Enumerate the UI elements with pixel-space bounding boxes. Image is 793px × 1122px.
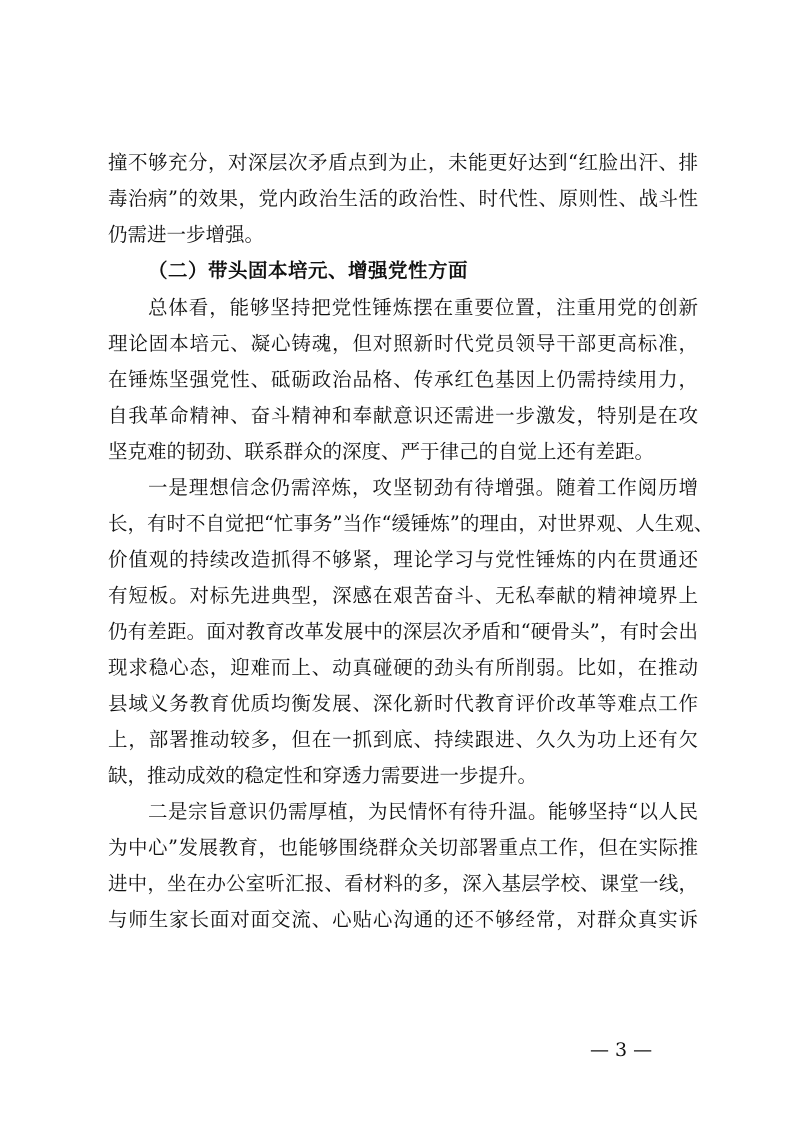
body-text-line: 一是理想信念仍需淬炼，攻坚韧劲有待增强。随着工作阅历增 <box>148 476 698 499</box>
body-text-line: 撞不够充分，对深层次矛盾点到为止，未能更好达到“红脸出汗、排 <box>108 151 698 174</box>
body-text-line: 二是宗旨意识仍需厚植，为民情怀有待升温。能够坚持“以人民 <box>148 800 698 823</box>
body-text-line: 为中心”发展教育，也能够围绕群众关切部署重点工作，但在实际推 <box>108 836 698 859</box>
body-text-line: 与师生家长面对面交流、心贴心沟通的还不够经常，对群众真实诉 <box>108 908 698 931</box>
body-text-line: 现求稳心态，迎难而上、动真碰硬的劲头有所削弱。比如，在推动 <box>108 656 698 679</box>
body-text-line: 仍需进一步增强。 <box>108 223 265 246</box>
body-text-line: 在锤炼坚强党性、砥砺政治品格、传承红色基因上仍需持续用力， <box>108 368 698 391</box>
body-text-line: 理论固本培元、凝心铸魂，但对照新时代党员领导干部更高标准， <box>108 332 698 355</box>
page-number: — 3 — <box>590 1039 653 1061</box>
body-text-line: 有短板。对标先进典型，深感在艰苦奋斗、无私奉献的精神境界上 <box>108 584 698 607</box>
body-text-line: 总体看，能够坚持把党性锤炼摆在重要位置，注重用党的创新 <box>148 296 698 319</box>
body-text-line: 上，部署推动较多，但在一抓到底、持续跟进、久久为功上还有欠 <box>108 728 698 751</box>
body-text-line: 长，有时不自觉把“忙事务”当作“缓锤炼”的理由，对世界观、人生观、 <box>108 512 714 535</box>
body-text-line: 坚克难的韧劲、联系群众的深度、严于律己的自觉上还有差距。 <box>108 440 655 463</box>
body-text-line: 仍有差距。面对教育改革发展中的深层次矛盾和“硬骨头”，有时会出 <box>108 620 698 643</box>
body-text-line: 缺，推动成效的稳定性和穿透力需要进一步提升。 <box>108 764 538 787</box>
body-text-line: 县域义务教育优质均衡发展、深化新时代教育评价改革等难点工作 <box>108 692 698 715</box>
body-text-line: 价值观的持续改造抓得不够紧，理论学习与党性锤炼的内在贯通还 <box>108 548 698 571</box>
section-heading: （二）带头固本培元、增强党性方面 <box>148 259 469 282</box>
body-text-line: 自我革命精神、奋斗精神和奉献意识还需进一步激发，特别是在攻 <box>108 404 698 427</box>
body-text-line: 毒治病”的效果，党内政治生活的政治性、时代性、原则性、战斗性 <box>108 187 698 210</box>
body-text-line: 进中，坐在办公室听汇报、看材料的多，深入基层学校、课堂一线， <box>108 872 698 895</box>
